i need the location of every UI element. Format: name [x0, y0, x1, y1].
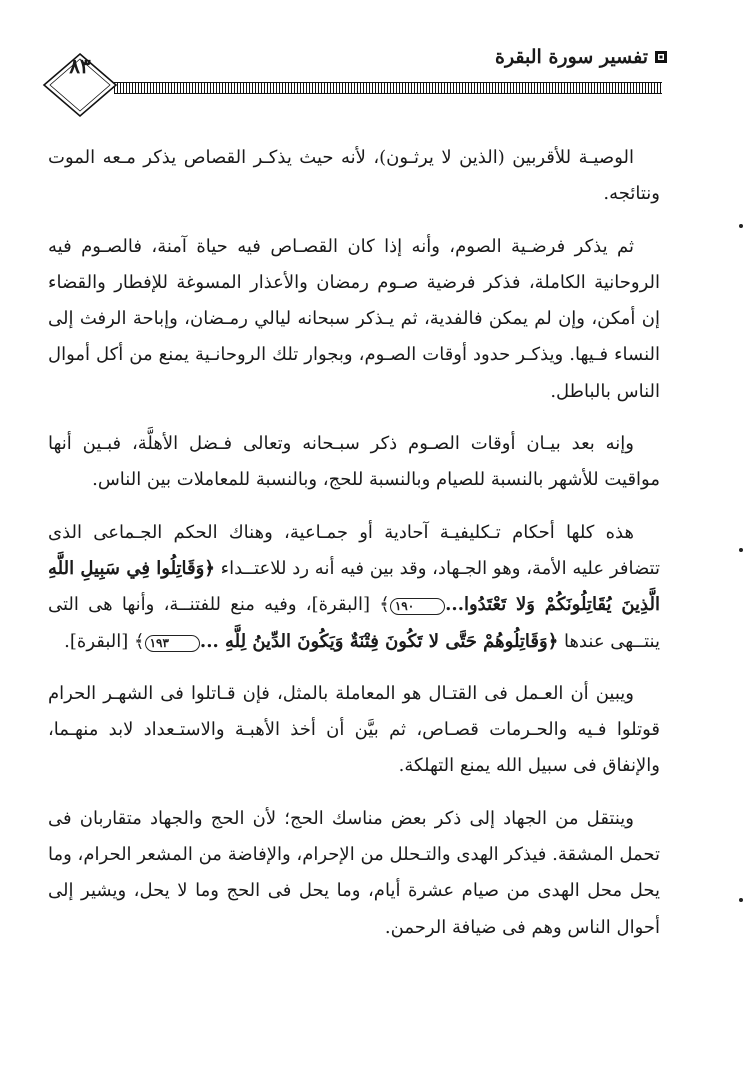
paragraph-text: ويبين أن العـمل فى القتـال هو المعاملة بالمثل، فإن قـاتلوا فى الشهـر الحرام قوتلوا فـيه والحـرمات قصـاص، ثم بيَّن أن أخذ الأهبـة والاستـعداد لابد منهـما، والإنفاق فى سبيل الله يمنع التهلكة. — [48, 682, 660, 777]
paragraph-text: وينتقل من الجهاد إلى ذكر بعض مناسك الحج؛ لأن الحج والجهاد متقاربان فى تحمل المشقة. فيذكر الهدى والتـحلل من الإحرام، والإفاضة من المشعر الحرام، وما يحل محل الهدى من صيام عشرة أيام، وما يحل فى الحج وما لا يحل، ويشير إلى أحوال الناس وهم فى ضيافة الرحمن. — [48, 807, 660, 938]
paragraph-text: وإنه بعد بيـان أوقات الصـوم ذكر سبـحانه وتعالى فـضل الأهلَّة، فبـين أنها مواقيت للأشهر بالنسبة للصيام وبالنسبة للحج، وبالنسبة للمعاملات بين الناس. — [48, 433, 660, 491]
paragraph-text: ثم يذكر فرضـية الصوم، وأنه إذا كان القصـاص فيه حياة آمنة، فالصـوم فيه الروحانية الكاملة، فذكر فرضية صـوم رمضان والأعذار المسوغة للإفطار والقضاء إن أمكن، وإن لم يمكن فالفدية، ثم يـذكر سبحانه ليالي رمـضان، وإباحة الرفث إلى النساء فـيها. ويذكـر حدود أوقات الصـوم، وبجوار تلك الروحانـية يمنع من أكل أموال الناس بالباطل. — [48, 235, 660, 402]
paragraph — [48, 801, 660, 946]
quran-quote: ﴿وَقَاتِلُوا فِي سَبِيلِ اللَّهِ الَّذِينَ يُقَاتِلُونَكُمْ وَلا تَعْتَدُوا... — [48, 557, 660, 616]
paragraph-text: الوصيـة للأقربين (الذين لا يرثـون)، لأنه حيث يذكـر القصاص يذكر مـعه الموت ونتائجه. — [48, 147, 660, 205]
ornament-icon — [654, 50, 668, 64]
paragraph — [48, 140, 660, 213]
paragraph-text: ﴾ [البقرة]، وفيه منع للفتنــة، وأنها هى التى ينتــهى عندها — [48, 594, 660, 652]
paragraph — [48, 229, 660, 410]
paragraph-text: ﴾ [البقرة]. — [64, 630, 145, 652]
page-number: ٨٣ — [69, 54, 91, 78]
paragraph — [48, 515, 660, 660]
margin-mark — [739, 548, 743, 552]
margin-mark — [739, 898, 743, 902]
verse-number: ١٩٣ — [145, 635, 200, 652]
running-title — [495, 46, 668, 68]
page-body — [48, 140, 660, 962]
verse-number: ١٩٠ — [390, 598, 445, 615]
running-title-text: تفسير سورة البقرة — [494, 46, 648, 68]
quran-quote: ﴿وَقَاتِلُوهُمْ حَتَّى لا تَكُونَ فِتْنَةٌ وَيَكُونَ الدِّينُ لِلَّهِ ... — [199, 630, 559, 652]
page-header — [42, 38, 668, 118]
margin-mark — [739, 224, 743, 228]
paragraph — [48, 676, 660, 785]
paragraph-text: هذه كلها أحكام تـكليفيـة آحادية أو جمـاعية، وهناك الحكم الجـماعى الذى تتضافر عليه الأمة، وهو الجـهاد، وقد بين فيه أنه رد للاعتــداء — [48, 521, 660, 579]
paragraph — [48, 426, 660, 499]
header-rule — [114, 82, 662, 94]
